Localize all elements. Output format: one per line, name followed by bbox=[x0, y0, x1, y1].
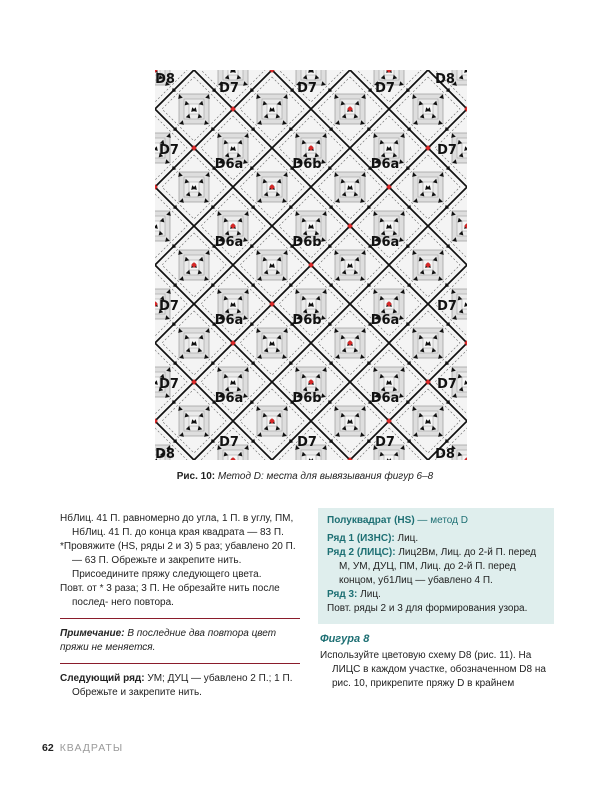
left-column bbox=[60, 512, 300, 700]
next-row-text: УМ; ДУЦ — убавлено 2 П.; 1 П. Обрежьте и закрепите нить. bbox=[72, 673, 293, 698]
label-d6a: D6a bbox=[214, 313, 244, 328]
method-d-diagram bbox=[155, 70, 467, 460]
label-d6a: D6a bbox=[214, 391, 244, 406]
label-d7: D7 bbox=[437, 143, 457, 158]
label-d7: D7 bbox=[375, 81, 395, 96]
row3-label: Ряд 3: bbox=[327, 589, 358, 600]
label-d6a: D6a bbox=[370, 235, 400, 250]
instruction-line-3: Повт. от * 3 раза; 3 П. Не обрезайте нить после послед- него повтора. bbox=[60, 583, 280, 608]
box-row-3 bbox=[327, 588, 546, 602]
right-column bbox=[320, 632, 556, 691]
label-d8: D8 bbox=[435, 447, 455, 460]
label-d7: D7 bbox=[219, 81, 239, 96]
label-d6b: D6b bbox=[292, 235, 322, 250]
label-d6b: D6b bbox=[292, 391, 322, 406]
box-row-2 bbox=[327, 546, 546, 588]
label-d7: D7 bbox=[437, 377, 457, 392]
note-text: В последние два повтора цвет пряжи не меняется. bbox=[60, 628, 277, 653]
label-d6a: D6a bbox=[370, 157, 400, 172]
label-d7: D7 bbox=[297, 435, 317, 450]
row3-text: Лиц. bbox=[357, 589, 381, 600]
label-d7: D7 bbox=[297, 81, 317, 96]
label-d7: D7 bbox=[219, 435, 239, 450]
label-d7: D7 bbox=[437, 299, 457, 314]
section-name: КВАДРАТЫ bbox=[59, 742, 124, 754]
note bbox=[60, 627, 300, 655]
caption-text: Метод D: места для вывязывания фигур 6–8 bbox=[215, 471, 434, 482]
instruction-line-1: НбЛиц. 41 П. равномерно до угла, 1 П. в углу, ПМ, НбЛиц. 41 П. до конца края квадрата — 83 П. bbox=[60, 513, 294, 538]
box-row-1 bbox=[327, 532, 546, 546]
row1-text: Лиц. bbox=[394, 533, 419, 544]
page-number: 62 bbox=[42, 742, 54, 754]
label-d6b: D6b bbox=[292, 157, 322, 172]
label-d7: D7 bbox=[159, 143, 179, 158]
next-row-label: Следующий ряд: bbox=[60, 673, 145, 684]
label-d6a: D6a bbox=[214, 157, 244, 172]
divider bbox=[60, 618, 300, 619]
box-title-rest: — метод D bbox=[414, 515, 468, 526]
row1-label: Ряд 1 (ИЗНС): bbox=[327, 533, 395, 544]
next-row bbox=[60, 672, 300, 700]
figure-caption bbox=[0, 471, 610, 482]
figure-8-text: Используйте цветовую схему D8 (рис. 11). На ЛИЦС в каждом участке, обозначенном D8 на рис. 10, прикрепите пряжу D в крайнем bbox=[320, 650, 546, 689]
diagram-svg bbox=[155, 70, 467, 460]
label-d8: D8 bbox=[155, 72, 175, 87]
label-d7: D7 bbox=[159, 377, 179, 392]
instruction-line-2: *Провяжите (HS, ряды 2 и 3) 5 раз; убавлено 20 П. — 63 П. Обрежьте и закрепите нить. Присоедините пряжу следующего цвета. bbox=[60, 541, 296, 580]
label-d6a: D6a bbox=[370, 313, 400, 328]
label-d6a: D6a bbox=[370, 391, 400, 406]
label-d8: D8 bbox=[155, 447, 175, 460]
half-square-box bbox=[318, 508, 554, 624]
label-d8: D8 bbox=[435, 72, 455, 87]
box-title-bold: Полуквадрат (HS) bbox=[327, 515, 415, 526]
label-d6a: D6a bbox=[214, 235, 244, 250]
figure-8-heading: Фигура 8 bbox=[320, 633, 370, 645]
row2-label: Ряд 2 (ЛИЦС): bbox=[327, 547, 396, 558]
label-d7: D7 bbox=[159, 299, 179, 314]
divider bbox=[60, 663, 300, 664]
caption-prefix: Рис. 10: bbox=[176, 471, 216, 482]
label-d6b: D6b bbox=[292, 313, 322, 328]
box-repeat: Повт. ряды 2 и 3 для формирования узора. bbox=[327, 603, 528, 614]
label-d7: D7 bbox=[375, 435, 395, 450]
note-label: Примечание: bbox=[60, 628, 125, 639]
box-title bbox=[327, 514, 546, 528]
row2-text: Лиц2Вм, Лиц. до 2-й П. перед М, УМ, ДУЦ, ПМ, Лиц. до 2-й П. перед концом, уб1Лиц — убавлено 4 П. bbox=[339, 547, 537, 586]
page-footer bbox=[42, 742, 123, 754]
